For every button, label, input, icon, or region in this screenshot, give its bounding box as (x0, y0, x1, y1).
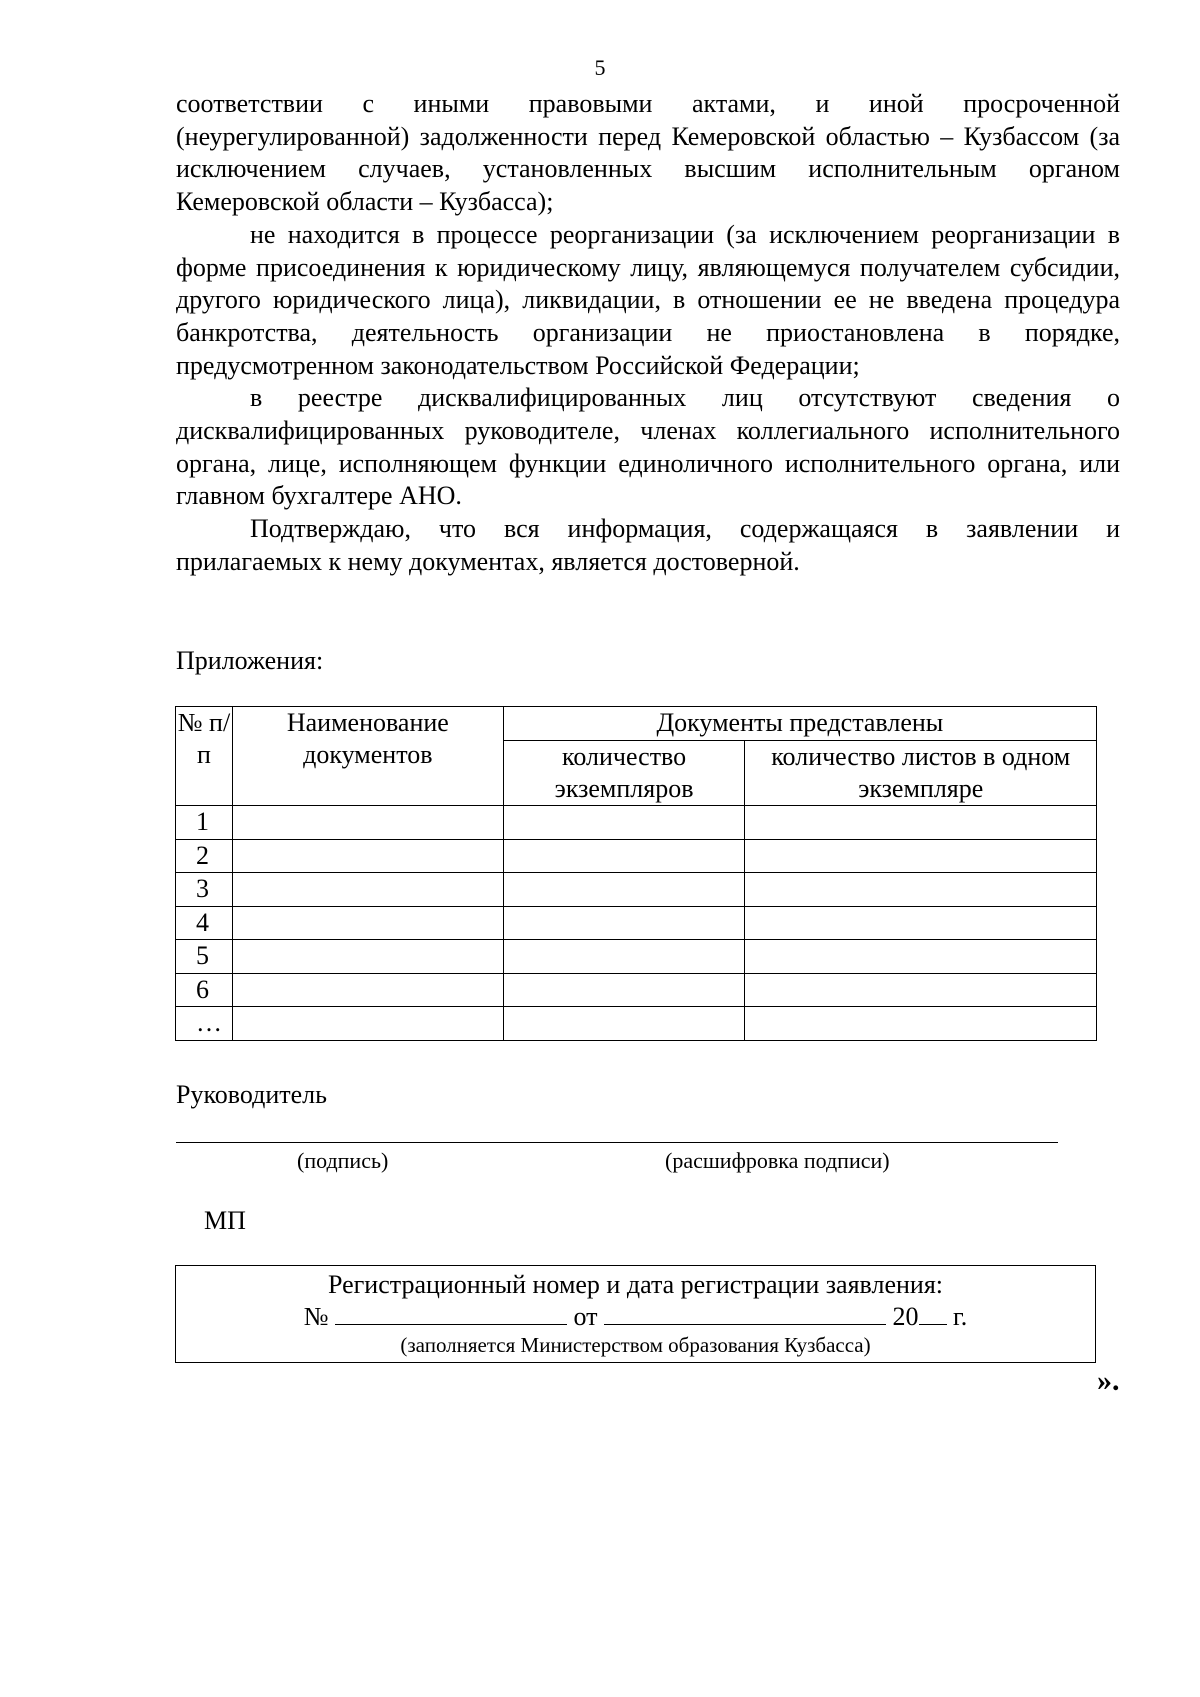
row-number: 4 (176, 906, 233, 940)
registration-title: Регистрационный номер и дата регистрации заявления: (327, 1270, 944, 1299)
registration-note: (заполняется Министерством образования Кузбасса) (400, 1333, 871, 1357)
table-row (176, 973, 1097, 1007)
attachments-label: Приложения: (176, 646, 324, 675)
header-sheets-count: количество листов в одном экземпляре (745, 741, 1097, 806)
table-row (176, 906, 1097, 940)
seal-label: МП (204, 1206, 246, 1235)
table-row (176, 806, 1097, 840)
paragraph-disqualified: в реестре дисквалифицированных лиц отсутствуют сведения о дисквалифицированных руководителе, членах коллегиального исполнительного органа, лице, исполняющем функции единоличного исполнительного органа, или главном бухгалтере АНО. (176, 383, 1120, 511)
registration-from-label: от (573, 1302, 598, 1331)
registration-number-blank (335, 1302, 567, 1325)
header-number: № п/п (176, 707, 233, 806)
table-row (176, 1007, 1097, 1041)
registration-number-prefix: № (303, 1302, 329, 1331)
table-row (176, 940, 1097, 974)
row-number: 6 (176, 973, 233, 1007)
registration-date-blank (604, 1302, 886, 1325)
row-number: 2 (176, 839, 233, 873)
registration-year-prefix: 20 (892, 1302, 919, 1331)
registration-box (175, 1265, 1096, 1363)
paragraph-debt: соответствии с иными правовыми актами, и иной просроченной (неурегулированной) задолженности перед Кемеровской областью – Кузбассом (за исключением случаев, установленных высшим исполнительным органом Кемеровской области – Кузбасса); (176, 89, 1120, 217)
signature-caption: (подпись) (297, 1148, 389, 1173)
header-documents-provided: Документы представлены (503, 707, 1096, 741)
table-header-row (176, 707, 1097, 741)
signature-line (176, 1142, 1058, 1143)
attachments-table (175, 706, 1097, 1041)
closing-quote: ». (1097, 1364, 1120, 1397)
header-copies-count: количество экземпляров (503, 741, 745, 806)
paragraph-reorganization: не находится в процессе реорганизации (за исключением реорганизации в форме присоединения к юридическому лицу, являющемуся получателем субсидии, другого юридического лица), ликвидации, в отношении ее не введена процедура банкротства, деятельность организации не приостановлена в порядке, предусмотренном законодательством Российской Федерации; (176, 219, 1120, 380)
row-number: 1 (176, 806, 233, 840)
registration-year-blank (919, 1302, 947, 1325)
row-number: 3 (176, 873, 233, 907)
paragraph-confirmation: Подтверждаю, что вся информация, содержащаяся в заявлении и прилагаемых к нему документах, является достоверной. (176, 514, 1120, 576)
table-row (176, 873, 1097, 907)
signature-decode-caption: (расшифровка подписи) (665, 1148, 890, 1173)
registration-line (176, 1301, 1095, 1333)
body-text (176, 88, 1120, 579)
header-document-name: Наименование документов (232, 707, 503, 806)
registration-year-suffix: г. (953, 1302, 968, 1331)
row-number: 5 (176, 940, 233, 974)
table-row (176, 839, 1097, 873)
signer-title: Руководитель (176, 1080, 327, 1109)
page-number: 5 (594, 55, 606, 80)
row-number: … (176, 1007, 233, 1041)
